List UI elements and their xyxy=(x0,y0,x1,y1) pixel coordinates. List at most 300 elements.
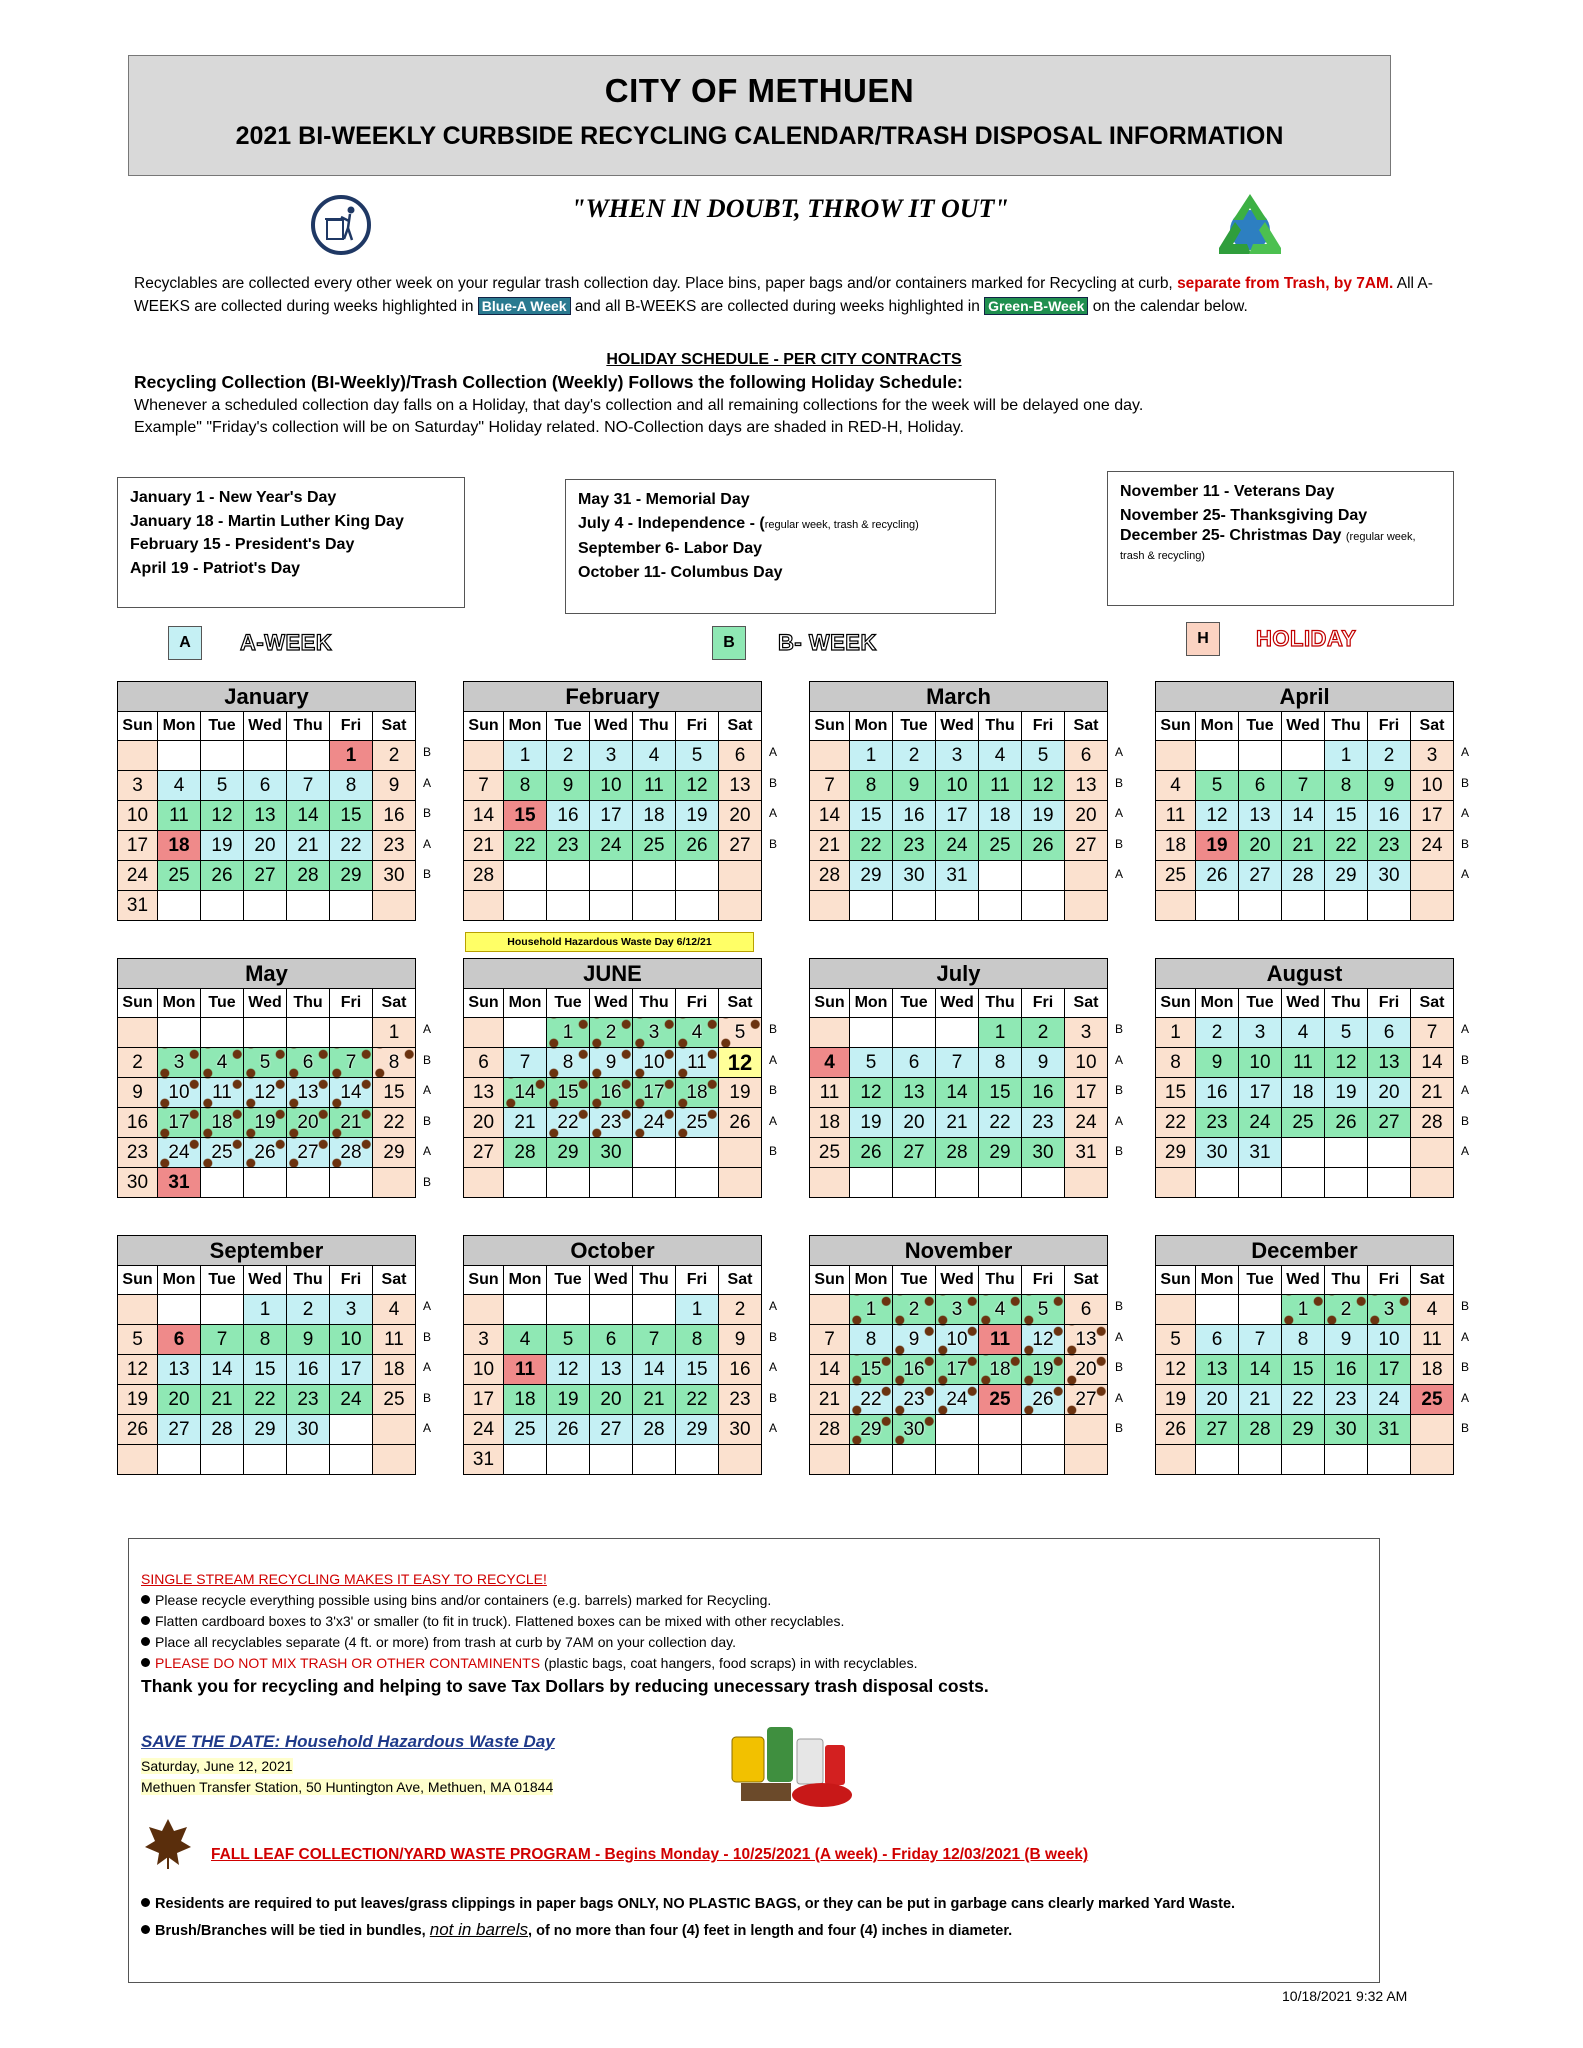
day-cell: 24 xyxy=(936,1385,979,1415)
day-cell: 13 xyxy=(158,1355,201,1385)
week-type-label: A xyxy=(1461,806,1470,821)
week-type-label: A xyxy=(1115,806,1124,821)
week-row xyxy=(1156,1295,1454,1325)
day-cell: 16 xyxy=(373,801,416,831)
day-cell xyxy=(1325,891,1368,921)
day-cell xyxy=(287,741,330,771)
day-cell: 11 xyxy=(158,801,201,831)
holiday-schedule xyxy=(134,351,1434,437)
day-cell: 14 xyxy=(201,1355,244,1385)
day-cell: 25 xyxy=(373,1385,416,1415)
day-cell xyxy=(1022,891,1065,921)
day-cell: 22 xyxy=(330,831,373,861)
day-cell: 3 xyxy=(464,1325,504,1355)
day-header: Sun xyxy=(118,989,158,1018)
intro-text-3: and all B-WEEKS are collected during weeks highlighted in xyxy=(574,298,980,315)
month-name: August xyxy=(1156,959,1454,989)
week-type-label: B xyxy=(1115,1299,1124,1313)
day-cell xyxy=(547,1445,590,1475)
day-cell: 17 xyxy=(590,801,633,831)
day-cell xyxy=(1411,1415,1454,1445)
week-row xyxy=(810,1295,1108,1325)
holiday-item: November 11 - Veterans Day xyxy=(1120,483,1335,500)
day-cell xyxy=(1282,891,1325,921)
day-cell xyxy=(330,1415,373,1445)
day-cell xyxy=(464,1018,504,1048)
day-cell xyxy=(590,861,633,891)
week-row xyxy=(810,801,1108,831)
day-cell: 30 xyxy=(893,861,936,891)
day-cell: 19 xyxy=(676,801,719,831)
month-name: JUNE xyxy=(464,959,762,989)
day-cell xyxy=(504,891,547,921)
day-cell: 14 xyxy=(936,1078,979,1108)
day-cell xyxy=(1411,1138,1454,1168)
day-cell: 6 xyxy=(244,771,287,801)
day-cell xyxy=(244,741,287,771)
day-cell: 30 xyxy=(590,1138,633,1168)
day-cell: 25 xyxy=(979,1385,1022,1415)
day-cell xyxy=(1156,1445,1196,1475)
day-cell: 26 xyxy=(719,1108,762,1138)
day-cell: 20 xyxy=(1368,1078,1411,1108)
day-cell: 25 xyxy=(676,1108,719,1138)
day-cell: 2 xyxy=(719,1295,762,1325)
week-type-label: B xyxy=(423,867,432,882)
week-row xyxy=(464,1168,762,1198)
day-cell xyxy=(118,1018,158,1048)
hhw-tag: Household Hazardous Waste Day 6/12/21 xyxy=(465,932,754,952)
day-cell: 8 xyxy=(979,1048,1022,1078)
week-type-label: B xyxy=(1461,775,1470,790)
day-cell: 26 xyxy=(244,1138,287,1168)
day-cell: 8 xyxy=(244,1325,287,1355)
day-cell: 1 xyxy=(1156,1018,1196,1048)
week-row xyxy=(464,1018,762,1048)
week-row xyxy=(1156,1325,1454,1355)
day-cell: 7 xyxy=(810,771,850,801)
day-cell xyxy=(547,1295,590,1325)
day-cell: 6 xyxy=(287,1048,330,1078)
day-cell: 5 xyxy=(201,771,244,801)
day-cell: 27 xyxy=(1368,1108,1411,1138)
fall-bullet-emphasis: not in barrels xyxy=(429,1920,529,1939)
day-cell: 16 xyxy=(1368,801,1411,831)
holiday-item: January 1 - New Year's Day xyxy=(130,489,337,506)
day-header: Sun xyxy=(1156,712,1196,741)
day-cell: 3 xyxy=(1411,741,1454,771)
day-cell xyxy=(373,1168,416,1198)
day-cell: 11 xyxy=(201,1078,244,1108)
day-cell: 13 xyxy=(590,1355,633,1385)
day-cell xyxy=(633,891,676,921)
day-cell: 1 xyxy=(676,1295,719,1325)
week-type-label: A xyxy=(423,1360,432,1375)
day-cell: 7 xyxy=(201,1325,244,1355)
day-header: Mon xyxy=(850,712,893,741)
day-cell xyxy=(1325,1168,1368,1198)
day-cell: 10 xyxy=(1411,771,1454,801)
day-cell: 24 xyxy=(590,831,633,861)
day-cell: 9 xyxy=(1196,1048,1239,1078)
day-cell: 26 xyxy=(118,1415,158,1445)
day-cell: 17 xyxy=(330,1355,373,1385)
day-cell: 4 xyxy=(1156,771,1196,801)
day-cell: 1 xyxy=(1325,741,1368,771)
holiday-item: September 6- Labor Day xyxy=(578,540,763,557)
day-cell: 26 xyxy=(547,1415,590,1445)
day-cell xyxy=(1239,1445,1282,1475)
day-cell: 3 xyxy=(633,1018,676,1048)
day-cell: 15 xyxy=(547,1078,590,1108)
week-type-label: A xyxy=(769,745,778,759)
week-row xyxy=(464,861,762,891)
week-row xyxy=(1156,891,1454,921)
day-cell xyxy=(633,1168,676,1198)
day-header: Wed xyxy=(590,1266,633,1295)
day-cell: 25 xyxy=(201,1138,244,1168)
month-name: October xyxy=(464,1236,762,1266)
day-cell: 14 xyxy=(1411,1048,1454,1078)
day-cell: 19 xyxy=(1196,831,1239,861)
day-cell: 17 xyxy=(633,1078,676,1108)
week-type-label: A xyxy=(423,1299,432,1313)
day-header: Fri xyxy=(330,989,373,1018)
day-cell: 25 xyxy=(810,1138,850,1168)
day-cell: 6 xyxy=(893,1048,936,1078)
day-cell: 2 xyxy=(1196,1018,1239,1048)
day-cell: 20 xyxy=(464,1108,504,1138)
week-type-label: A xyxy=(1461,1083,1470,1098)
intro-text-2: All A-WEEKS are collected during weeks highlighted in xyxy=(134,275,1433,315)
week-type-label: B xyxy=(1115,775,1124,790)
day-cell: 29 xyxy=(850,861,893,891)
day-cell: 23 xyxy=(1196,1108,1239,1138)
day-cell: 7 xyxy=(1282,771,1325,801)
day-cell: 19 xyxy=(1022,801,1065,831)
week-row xyxy=(464,1048,762,1078)
day-cell: 13 xyxy=(287,1078,330,1108)
day-cell xyxy=(810,1295,850,1325)
day-header: Sun xyxy=(464,712,504,741)
legend-a-label: A-WEEK xyxy=(240,630,333,655)
fall-leaf-info xyxy=(141,1892,1361,1944)
day-cell: 5 xyxy=(118,1325,158,1355)
day-cell: 4 xyxy=(676,1018,719,1048)
day-cell: 23 xyxy=(1325,1385,1368,1415)
day-cell xyxy=(118,741,158,771)
week-type-label: B xyxy=(1461,836,1470,851)
day-header: Sat xyxy=(1411,1266,1454,1295)
day-cell xyxy=(158,1018,201,1048)
day-cell: 20 xyxy=(287,1108,330,1138)
day-cell: 2 xyxy=(893,741,936,771)
holiday-schedule-line1: Whenever a scheduled collection day falls on a Holiday, that day's collection and all remaining collections for the week will be delayed one day. xyxy=(134,397,1144,414)
leaf-icon xyxy=(143,1817,193,1869)
day-cell xyxy=(287,1168,330,1198)
day-cell: 4 xyxy=(1411,1295,1454,1325)
holiday-schedule-heading: HOLIDAY SCHEDULE - PER CITY CONTRACTS xyxy=(606,351,962,368)
day-cell: 2 xyxy=(373,741,416,771)
day-cell xyxy=(719,1138,762,1168)
recycling-heading: SINGLE STREAM RECYCLING MAKES IT EASY TO RECYCLE! xyxy=(141,1571,547,1587)
day-cell: 22 xyxy=(850,1385,893,1415)
week-row xyxy=(118,1018,416,1048)
week-type-label: A xyxy=(1115,745,1124,759)
day-cell: 21 xyxy=(1411,1078,1454,1108)
day-cell: 7 xyxy=(936,1048,979,1078)
day-cell: 16 xyxy=(893,801,936,831)
fall-leaf-heading: FALL LEAF COLLECTION/YARD WASTE PROGRAM - Begins Monday - 10/25/2021 (A week) - Friday 12/03/2021 (B week) xyxy=(211,1846,1089,1863)
day-cell: 4 xyxy=(504,1325,547,1355)
week-row xyxy=(464,771,762,801)
week-row xyxy=(464,1355,762,1385)
week-type-label: B xyxy=(1115,1083,1124,1098)
day-cell: 30 xyxy=(1368,861,1411,891)
day-cell xyxy=(373,1415,416,1445)
day-cell xyxy=(633,1445,676,1475)
day-cell xyxy=(810,1168,850,1198)
day-cell: 14 xyxy=(1239,1355,1282,1385)
day-cell: 15 xyxy=(330,801,373,831)
day-cell: 6 xyxy=(1196,1325,1239,1355)
day-cell xyxy=(1239,891,1282,921)
day-cell xyxy=(590,891,633,921)
day-cell xyxy=(464,891,504,921)
day-cell: 16 xyxy=(893,1355,936,1385)
week-type-label: A xyxy=(423,1421,432,1436)
day-cell: 15 xyxy=(850,1355,893,1385)
week-type-label: B xyxy=(769,1329,778,1344)
day-cell: 22 xyxy=(1325,831,1368,861)
week-row xyxy=(1156,1415,1454,1445)
day-cell xyxy=(1196,891,1239,921)
day-cell: 23 xyxy=(287,1385,330,1415)
day-header: Sat xyxy=(1065,989,1108,1018)
day-cell: 9 xyxy=(590,1048,633,1078)
week-row xyxy=(118,1295,416,1325)
trash-disposal-icon xyxy=(310,194,372,256)
week-type-label: B xyxy=(423,1390,432,1405)
day-cell: 1 xyxy=(1282,1295,1325,1325)
week-type-label: A xyxy=(423,836,432,851)
week-type-label: A xyxy=(1461,1022,1470,1036)
week-type-label: B xyxy=(423,1175,432,1189)
day-cell: 12 xyxy=(1325,1048,1368,1078)
day-header: Thu xyxy=(1325,989,1368,1018)
day-cell xyxy=(676,861,719,891)
day-cell: 29 xyxy=(850,1415,893,1445)
day-cell: 4 xyxy=(158,771,201,801)
day-cell: 23 xyxy=(719,1385,762,1415)
day-cell: 19 xyxy=(118,1385,158,1415)
month-calendar-october xyxy=(463,1235,762,1475)
day-cell: 28 xyxy=(1411,1108,1454,1138)
day-cell: 25 xyxy=(158,861,201,891)
week-row xyxy=(810,861,1108,891)
week-type-label: A xyxy=(1461,745,1470,759)
day-header: Wed xyxy=(244,712,287,741)
day-cell: 21 xyxy=(633,1385,676,1415)
intro-text-1: Recyclables are collected every other week on your regular trash collection day. Place bins, paper bags and/or containers marked for Recycling at curb, xyxy=(134,275,1173,292)
week-type-label: B xyxy=(1115,1022,1124,1036)
week-row xyxy=(464,801,762,831)
day-cell xyxy=(1065,1445,1108,1475)
day-cell: 8 xyxy=(373,1048,416,1078)
day-cell xyxy=(1411,891,1454,921)
day-header: Wed xyxy=(936,989,979,1018)
day-cell: 10 xyxy=(936,1325,979,1355)
week-row xyxy=(118,771,416,801)
day-cell: 22 xyxy=(850,831,893,861)
day-cell: 29 xyxy=(244,1415,287,1445)
day-cell: 5 xyxy=(719,1018,762,1048)
day-cell: 11 xyxy=(1411,1325,1454,1355)
day-cell xyxy=(719,861,762,891)
day-cell xyxy=(1411,1445,1454,1475)
day-cell: 16 xyxy=(590,1078,633,1108)
week-row xyxy=(118,1078,416,1108)
day-cell: 1 xyxy=(547,1018,590,1048)
week-row xyxy=(1156,1048,1454,1078)
day-cell: 29 xyxy=(547,1138,590,1168)
day-cell: 21 xyxy=(287,831,330,861)
recycling-bullet: Please recycle everything possible using bins and/or containers (e.g. barrels) marked for Recycling. xyxy=(155,1592,772,1608)
day-cell xyxy=(244,1018,287,1048)
day-header: Fri xyxy=(330,1266,373,1295)
day-cell xyxy=(201,741,244,771)
day-header: Sun xyxy=(1156,989,1196,1018)
day-cell: 24 xyxy=(1239,1108,1282,1138)
day-cell: 14 xyxy=(287,801,330,831)
week-type-label: A xyxy=(769,1052,778,1067)
week-type-label: A xyxy=(423,1083,432,1098)
day-header: Sun xyxy=(464,989,504,1018)
day-cell xyxy=(979,891,1022,921)
day-cell xyxy=(1196,1168,1239,1198)
day-cell: 17 xyxy=(1411,801,1454,831)
week-type-label: A xyxy=(1461,867,1470,882)
intro-paragraph xyxy=(134,273,1434,318)
day-cell: 4 xyxy=(1282,1018,1325,1048)
day-cell: 9 xyxy=(893,771,936,801)
day-cell: 23 xyxy=(893,831,936,861)
month-calendar-july xyxy=(809,958,1108,1198)
week-row xyxy=(464,1138,762,1168)
day-cell: 21 xyxy=(330,1108,373,1138)
day-cell: 13 xyxy=(1368,1048,1411,1078)
day-cell: 9 xyxy=(547,771,590,801)
day-cell: 25 xyxy=(1156,861,1196,891)
day-cell: 27 xyxy=(1065,831,1108,861)
day-header: Sat xyxy=(373,1266,416,1295)
day-cell xyxy=(464,1168,504,1198)
month-name: May xyxy=(118,959,416,989)
day-header: Sun xyxy=(464,1266,504,1295)
day-cell: 1 xyxy=(850,741,893,771)
day-cell: 28 xyxy=(810,861,850,891)
day-cell xyxy=(719,1445,762,1475)
day-cell: 5 xyxy=(244,1048,287,1078)
week-type-label: B xyxy=(1115,1360,1124,1375)
day-cell: 16 xyxy=(287,1355,330,1385)
day-cell xyxy=(850,1018,893,1048)
day-cell: 3 xyxy=(936,741,979,771)
day-header: Wed xyxy=(1282,712,1325,741)
month-calendar-september xyxy=(117,1235,416,1475)
slogan: "WHEN IN DOUBT, THROW IT OUT" xyxy=(571,194,1009,223)
holiday-item: February 15 - President's Day xyxy=(130,536,355,553)
day-header: Fri xyxy=(1022,712,1065,741)
day-cell: 2 xyxy=(893,1295,936,1325)
day-cell: 20 xyxy=(1196,1385,1239,1415)
week-type-label: B xyxy=(1115,1421,1124,1436)
day-cell: 24 xyxy=(464,1415,504,1445)
week-row xyxy=(118,891,416,921)
day-cell: 17 xyxy=(936,801,979,831)
day-header: Sun xyxy=(810,989,850,1018)
day-cell: 12 xyxy=(1196,801,1239,831)
week-row xyxy=(810,1138,1108,1168)
day-cell: 10 xyxy=(590,771,633,801)
holiday-box-2 xyxy=(565,479,996,614)
day-cell: 1 xyxy=(330,741,373,771)
day-header: Thu xyxy=(633,712,676,741)
page-header xyxy=(128,55,1391,176)
day-cell: 22 xyxy=(1156,1108,1196,1138)
green-b-week-tag: Green-B-Week xyxy=(984,297,1088,315)
day-cell: 30 xyxy=(893,1415,936,1445)
day-cell: 22 xyxy=(676,1385,719,1415)
day-cell: 8 xyxy=(850,1325,893,1355)
week-row xyxy=(464,831,762,861)
holiday-note: regular week, trash & recycling) xyxy=(764,518,919,531)
day-cell: 12 xyxy=(1022,771,1065,801)
day-cell: 3 xyxy=(590,741,633,771)
day-cell: 13 xyxy=(244,801,287,831)
day-cell: 26 xyxy=(1196,861,1239,891)
day-header: Wed xyxy=(244,1266,287,1295)
month-calendar-april xyxy=(1155,681,1454,921)
week-type-label: A xyxy=(769,806,778,821)
month-name: December xyxy=(1156,1236,1454,1266)
day-header: Tue xyxy=(893,712,936,741)
day-cell: 2 xyxy=(1368,741,1411,771)
day-cell: 31 xyxy=(464,1445,504,1475)
week-row xyxy=(810,1445,1108,1475)
day-cell: 28 xyxy=(1239,1415,1282,1445)
day-cell: 18 xyxy=(676,1078,719,1108)
week-row xyxy=(810,1355,1108,1385)
day-cell xyxy=(936,891,979,921)
day-cell: 8 xyxy=(1325,771,1368,801)
day-cell: 3 xyxy=(936,1295,979,1325)
day-cell: 8 xyxy=(547,1048,590,1078)
day-cell: 28 xyxy=(1282,861,1325,891)
day-header: Sun xyxy=(810,712,850,741)
day-header: Tue xyxy=(893,1266,936,1295)
week-type-label: A xyxy=(769,1360,778,1375)
day-cell xyxy=(590,1168,633,1198)
holiday-box-1 xyxy=(117,477,465,608)
day-cell: 23 xyxy=(547,831,590,861)
day-cell: 27 xyxy=(158,1415,201,1445)
week-type-label: A xyxy=(769,1113,778,1128)
day-cell xyxy=(979,1415,1022,1445)
week-type-label: B xyxy=(1115,836,1124,851)
day-cell: 26 xyxy=(676,831,719,861)
intro-red-text: separate from Trash, by 7AM. xyxy=(1177,275,1394,292)
